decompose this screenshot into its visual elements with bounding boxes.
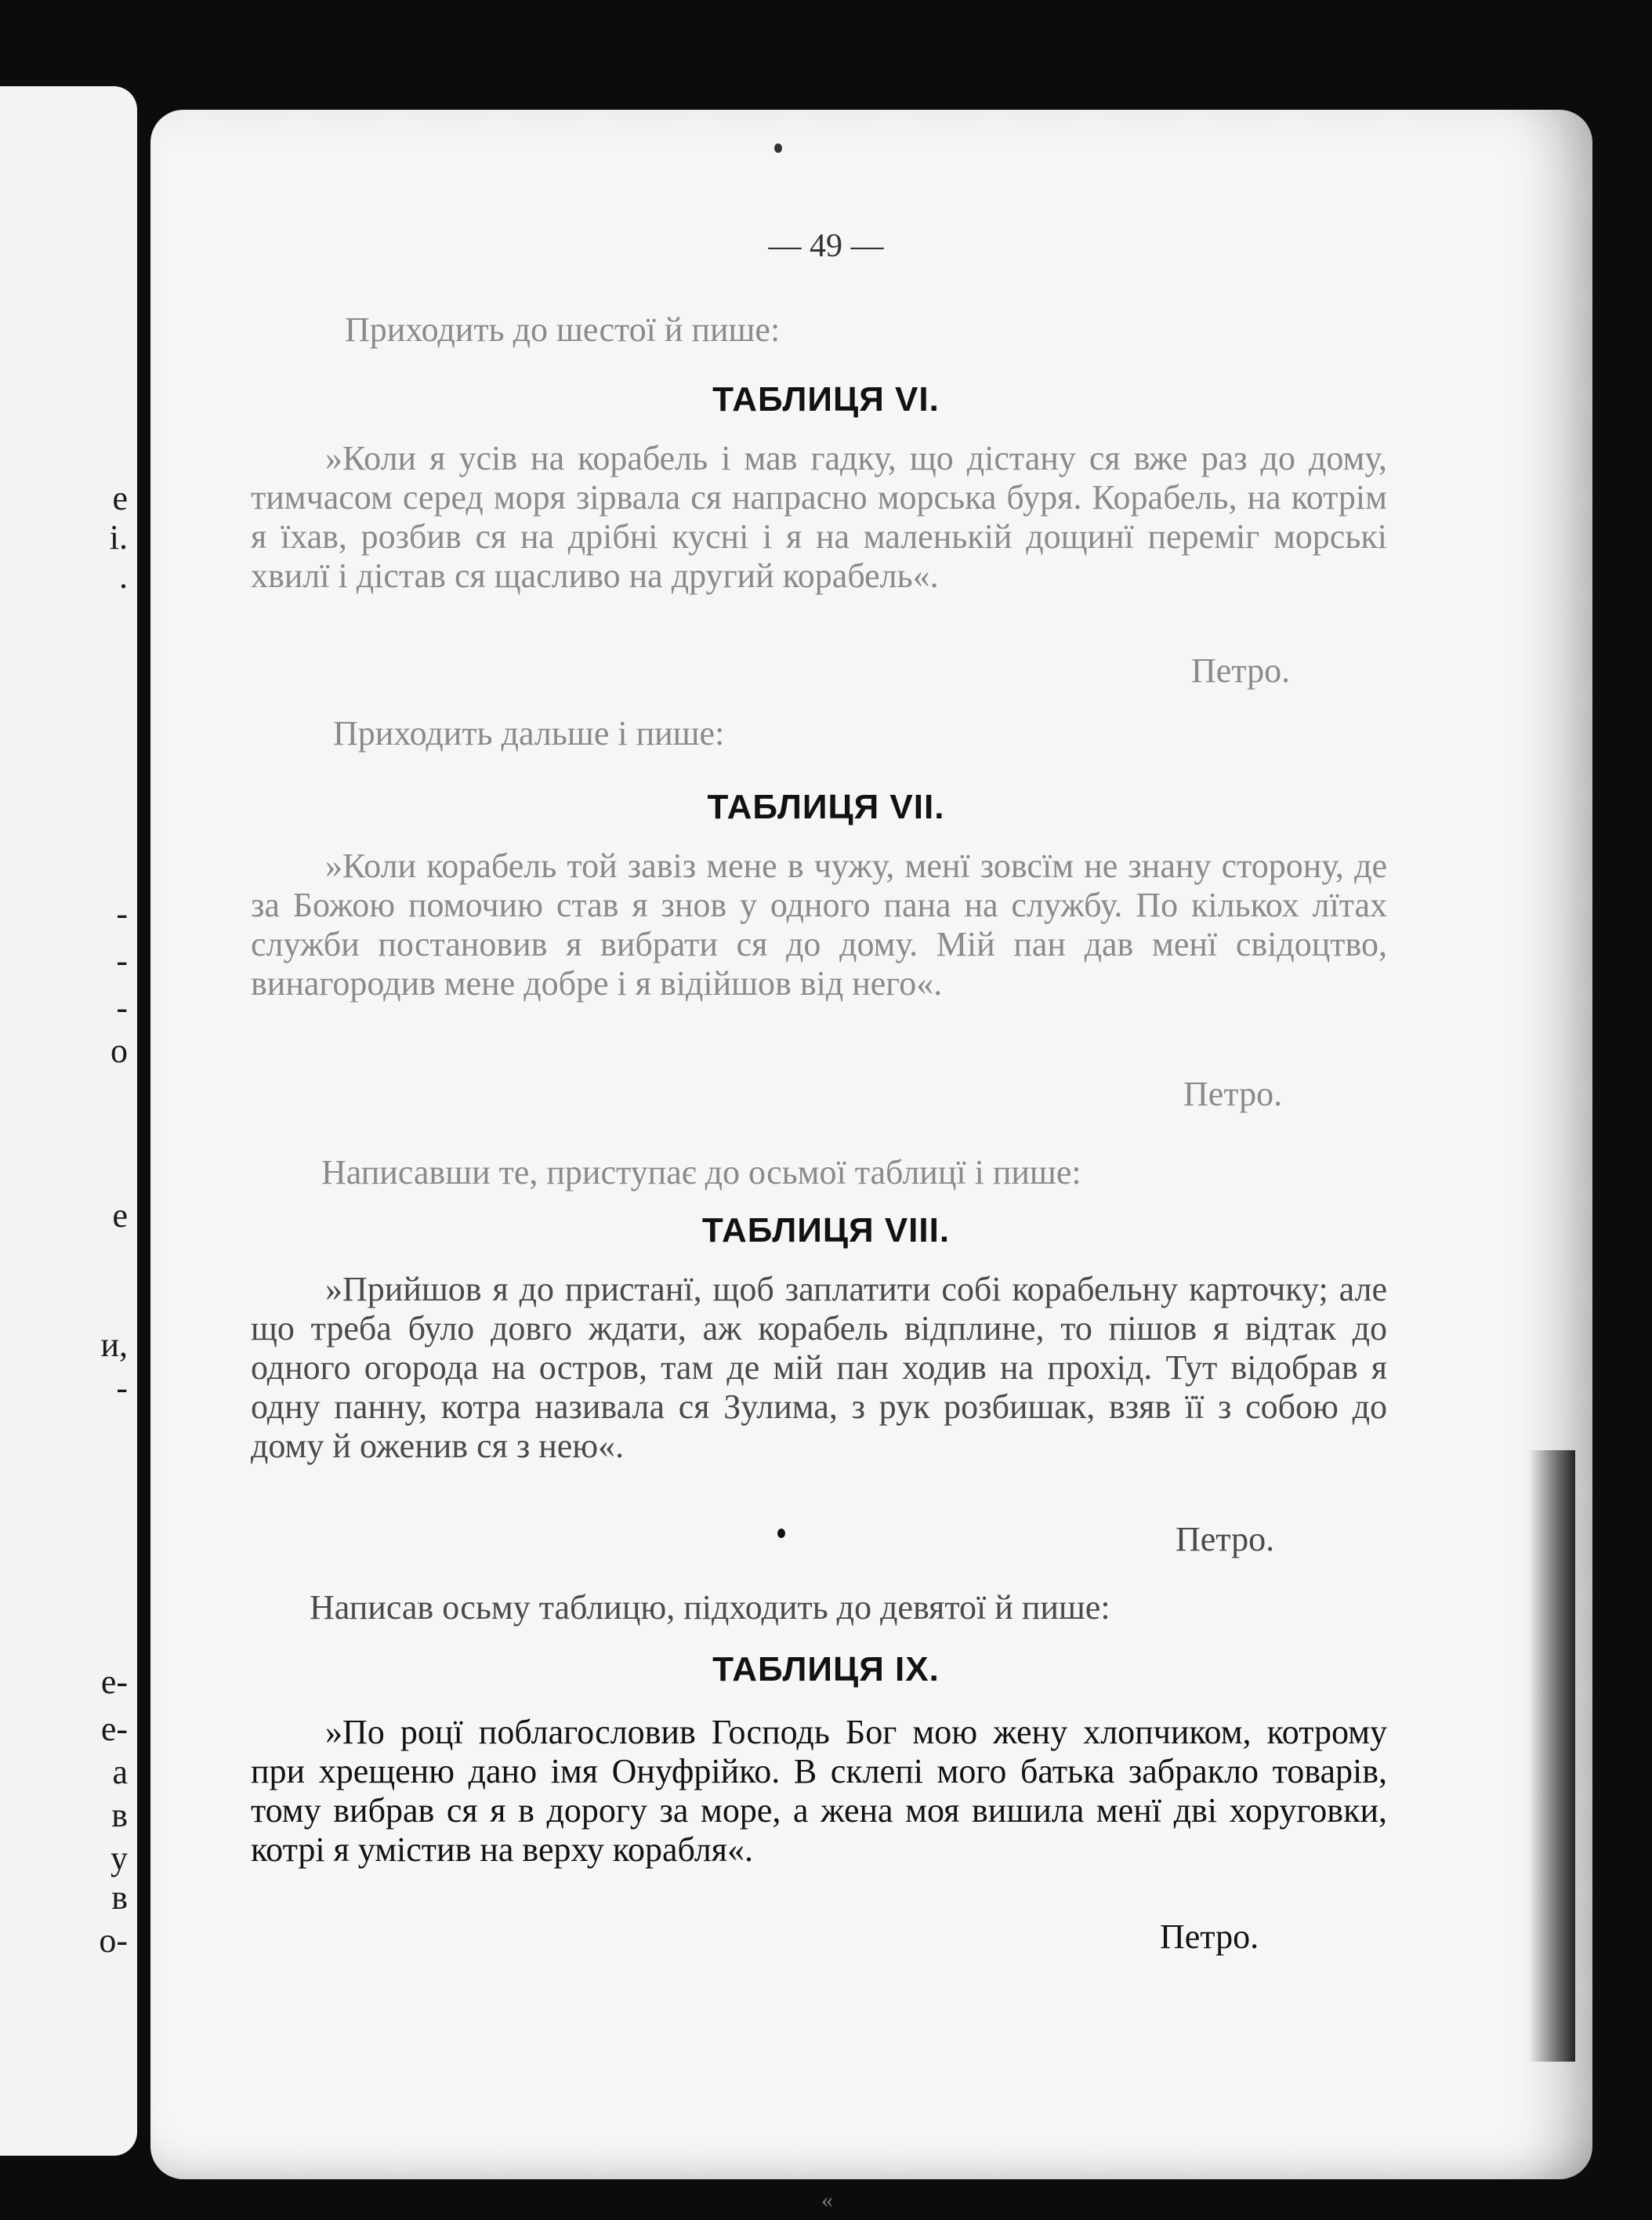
left-page-fragment: о- [99, 1921, 128, 1960]
left-page-fragment: - [116, 1369, 128, 1407]
left-page-fragment: е- [100, 1710, 128, 1748]
left-page-fragment: е- [100, 1663, 128, 1701]
signature: Петро. [1176, 1520, 1275, 1558]
left-page-fragment: - [116, 988, 128, 1027]
left-page-fragment: а [112, 1753, 128, 1791]
section-heading: ТАБЛИЦЯ VII. [707, 788, 945, 826]
ink-speck [774, 143, 782, 153]
section-intro: Написав осьму таблицю, підходить до девятої й пише: [310, 1588, 1110, 1627]
section-intro: Приходить до шестої й пише: [345, 310, 781, 349]
section-heading: ТАБЛИЦЯ VIII. [701, 1211, 951, 1250]
left-page-fragment: у [110, 1839, 128, 1877]
section-text: »Коли корабель той завіз мене в чужу, менї зовсїм не знану сторону, де за Божою помочию став я знов у одного пана на службу. По кількох лїтах служби постановив я вибрати ся до дому. Мій пан дав менї свідоцтво, винагородив мене добре і я відійшов від него«. [251, 847, 1387, 1003]
left-page-fragment: о [110, 1032, 128, 1070]
left-page-fragment: . [119, 557, 128, 596]
left-page-fragment: e [112, 479, 128, 517]
scan-artifact: « [821, 2187, 833, 2213]
signature: Петро. [1160, 1917, 1259, 1956]
page-number: — 49 — [768, 228, 884, 264]
section-text: »По роцї поблагословив Господь Бог мою жену хлопчиком, котрому при хрещеню дано імя Онуфрійко. В склепі мого батька забракло товарів, тому вибрав ся я в дорогу за море, а жена моя вишила менї дві хоруговки, котрі я умістив на верху корабля«. [251, 1713, 1387, 1869]
signature: Петро. [1183, 1075, 1283, 1113]
left-page-fragment: і. [109, 518, 128, 557]
section-heading: ТАБЛИЦЯ VI. [712, 380, 940, 419]
page-shadow [1528, 1450, 1575, 2062]
signature: Петро. [1191, 651, 1291, 690]
left-page-fragment: e [112, 1196, 128, 1235]
left-page-fragment: в [111, 1796, 128, 1834]
left-page-fragment: - [116, 941, 128, 980]
left-page-fragment: в [111, 1878, 128, 1917]
left-page-fragment: - [116, 894, 128, 933]
section-intro: Приходить дальше і пише: [333, 714, 725, 753]
section-text: »Прийшов я до пристанї, щоб заплатити собі корабельну карточку; але що треба було довго ждати, аж корабель відплине, то пішов я відтак до одного огорода на остров, там де мій пан ходив на прохід. Тут відобрав я одну панну, котра називала ся Зулима, з рук розбишак, взяв її з собою до дому й оженив ся з нею«. [251, 1270, 1387, 1465]
section-intro: Написавши те, приступає до осьмої таблицї і пише: [321, 1153, 1081, 1192]
ink-speck [777, 1529, 785, 1538]
section-text: »Коли я усів на корабель і мав гадку, що дістану ся вже раз до дому, тимчасом серед моря зірвала ся напрасно морська буря. Корабель, на котрім я їхав, розбив ся на дрібні кусні і я на маленькій дощинї переміг морські хвилї і дістав ся щасливо на другий корабель«. [251, 439, 1387, 595]
section-heading: ТАБЛИЦЯ IX. [712, 1650, 940, 1689]
left-page-fragment: и, [100, 1326, 128, 1364]
